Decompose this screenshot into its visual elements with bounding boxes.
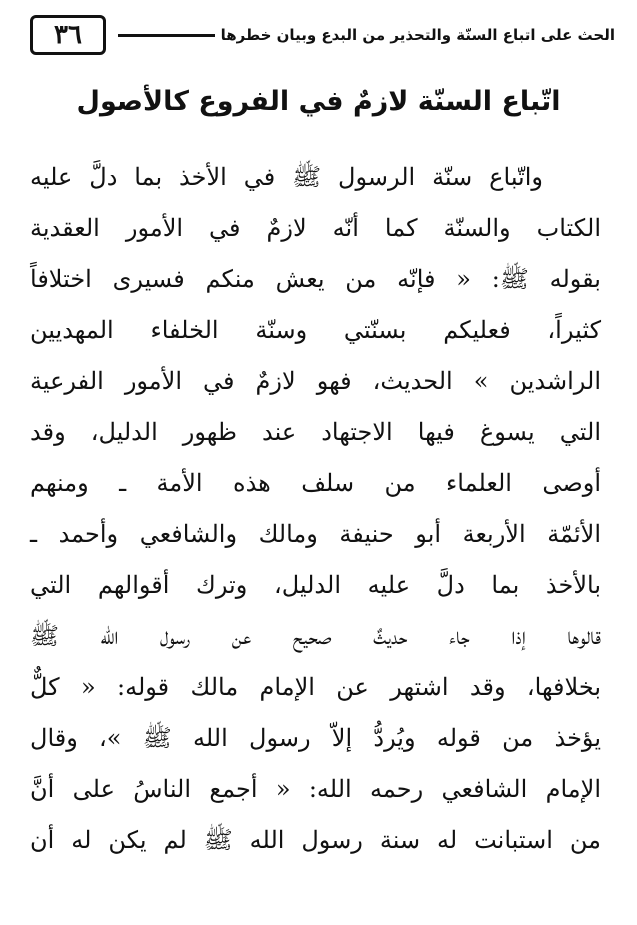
- text-line: بخلافها، وقد اشتهر عن الإمام مالك قوله: « كلٌّ: [30, 673, 601, 701]
- text-line: الأئمّة الأربعة أبو حنيفة ومالك والشافعي وأحمد ـ: [30, 520, 601, 548]
- running-header: [30, 6, 615, 64]
- text-line: الراشدين » الحديث، فهو لازمٌ في الأمور الفرعية: [30, 367, 601, 395]
- text-line: كثيراً، فعليكم بسنّتي وسنّة الخلفاء المهديين: [30, 316, 601, 344]
- text-line: بقوله ﷺ: « فإنّه من يعش منكم فسيرى اختلافاً: [30, 265, 601, 293]
- text-line: قالوها إذا جاء حديثٌ صحيح عن رسول الله ﷺ: [30, 622, 601, 650]
- text-line: بالأخذ بما دلَّ عليه الدليل، وترك أقوالهم التي: [30, 571, 601, 599]
- text-line: يؤخذ من قوله ويُردُّ إلاّ رسول الله ﷺ »، وقال: [30, 724, 601, 752]
- running-header-title: الحث على اتباع السنّة والتحذير من البدع وبيان خطرها: [220, 26, 615, 44]
- page-number: ٣٦: [30, 15, 106, 55]
- section-heading: اتّباع السنّة لازمٌ في الفروع كالأصول: [76, 86, 561, 117]
- text-line: الإمام الشافعي رحمه الله: « أجمع الناسُ على أنَّ: [30, 775, 601, 803]
- text-line: أوصى العلماء من سلف هذه الأمة ـ ومنهم: [30, 469, 601, 497]
- text-line: واتّباع سنّة الرسول ﷺ في الأخذ بما دلَّ عليه: [30, 163, 543, 191]
- header-rule: [118, 34, 215, 37]
- body-text: [30, 152, 601, 866]
- text-line: من استبانت له سنة رسول الله ﷺ لم يكن له أن: [30, 826, 601, 854]
- text-line: الكتاب والسنّة كما أنّه لازمٌ في الأمور العقدية: [30, 214, 601, 242]
- text-line: التي يسوغ فيها الاجتهاد عند ظهور الدليل، وقد: [30, 418, 601, 446]
